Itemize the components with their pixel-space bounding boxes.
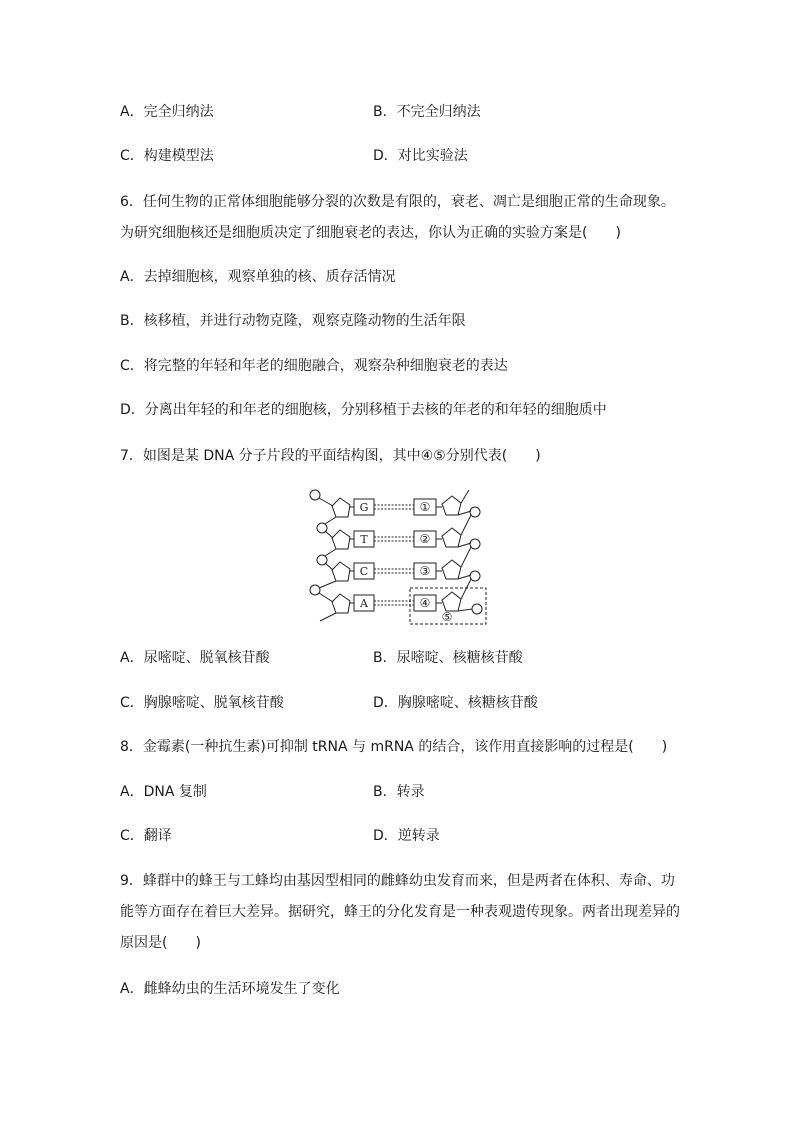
hydrogen-bonds (374, 505, 414, 605)
q6-option-c: C．将完整的年轻和年老的细胞融合，观察杂种细胞衰老的表达 (120, 358, 508, 374)
right-label-3: ③ (419, 564, 431, 578)
right-label-4: ④ (419, 596, 431, 610)
q5-option-c: C．构建模型法 (120, 148, 214, 164)
phosphate-circle (472, 604, 482, 614)
base-label-1: G (359, 501, 369, 514)
q5-option-b: B．不完全归纳法 (373, 104, 481, 120)
q6-option-b: B．核移植，并进行动物克隆，观察克隆动物的生活年限 (120, 313, 466, 329)
phosphate-circle (310, 490, 320, 500)
deoxyribose-pentagon (442, 560, 461, 579)
phosphate-circle (470, 539, 480, 549)
deoxyribose-pentagon (332, 594, 350, 613)
deoxyribose-pentagon (332, 562, 350, 581)
q6-option-d: D．分离出年轻的和年老的细胞核，分别移植于去核的年老的和年轻的细胞质中 (120, 402, 607, 418)
q7-option-d: D．胸腺嘧啶、核糖核苷酸 (373, 695, 538, 711)
deoxyribose-pentagon (332, 498, 350, 517)
q7-option-a: A．尿嘧啶、脱氧核苷酸 (120, 650, 270, 666)
right-strand (436, 490, 482, 614)
q6-option-a: A．去掉细胞核，观察单独的核、质存活情况 (120, 269, 396, 285)
deoxyribose-pentagon (442, 496, 461, 515)
q6-stem-line2: 为研究细胞核还是细胞质决定了细胞衰老的表达，你认为正确的实验方案是( ) (120, 225, 621, 241)
q9-stem-line3: 原因是( ) (120, 935, 201, 951)
q9-option-a: A．雌蜂幼虫的生活环境发生了变化 (120, 981, 340, 997)
phosphate-circle (470, 507, 480, 517)
q8-stem: 8．金霉素(一种抗生素)可抑制 tRNA 与 mRNA 的结合，该作用直接影响的过程是( ) (120, 739, 668, 755)
base-label-3: C (359, 565, 369, 578)
deoxyribose-pentagon (442, 592, 461, 611)
q8-option-a: A．DNA 复制 (120, 784, 207, 800)
right-label-2: ② (419, 532, 431, 546)
box-label: ⑤ (441, 610, 453, 624)
q9-stem-line1: 9．蜂群中的蜂王与工蜂均由基因型相同的雌蜂幼虫发育而来，但是两者在体积、寿命、功 (120, 873, 675, 889)
q8-option-d: D．逆转录 (373, 828, 440, 844)
q6-stem-line1: 6．任何生物的正常体细胞能够分裂的次数是有限的，衰老、凋亡是细胞正常的生命现象。 (120, 194, 675, 210)
q7-option-b: B．尿嘧啶、核糖核苷酸 (373, 650, 523, 666)
q5-option-d: D．对比实验法 (373, 148, 468, 164)
dna-structure-diagram (306, 484, 496, 626)
q8-option-c: C．翻译 (120, 828, 172, 844)
phosphate-circle (310, 585, 320, 595)
base-label-2: T (360, 533, 368, 546)
q7-option-c: C．胸腺嘧啶、脱氧核苷酸 (120, 695, 284, 711)
q7-stem: 7．如图是某 DNA 分子片段的平面结构图，其中④⑤分别代表( ) (120, 448, 541, 464)
right-label-1: ① (419, 500, 431, 514)
phosphate-circle (470, 571, 480, 581)
deoxyribose-pentagon (332, 530, 350, 549)
q9-stem-line2: 能等方面存在着巨大差异。据研究，蜂王的分化发育是一种表观遗传现象。两者出现差异的 (120, 904, 680, 920)
q5-option-a: A．完全归纳法 (120, 104, 214, 120)
base-label-4: A (360, 597, 368, 610)
left-strand (310, 490, 354, 621)
q8-option-b: B．转录 (373, 784, 425, 800)
deoxyribose-pentagon (442, 528, 461, 547)
